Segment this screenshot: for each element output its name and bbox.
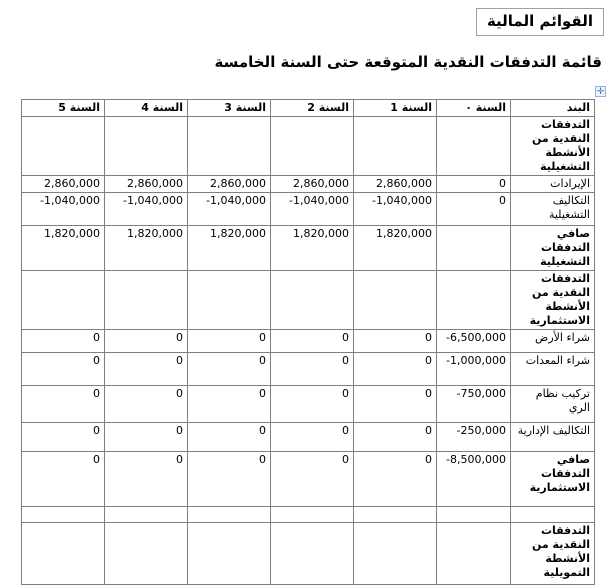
value-cell: 0 xyxy=(105,386,188,423)
value-cell xyxy=(22,271,105,330)
value-cell: 2,860,000 xyxy=(22,176,105,193)
row-label-cell: صافي التدفقات التشغيلية xyxy=(511,226,595,271)
document-title: القوائم المالية xyxy=(486,12,593,30)
value-cell: 0 xyxy=(105,423,188,452)
value-cell xyxy=(354,523,437,585)
document-title-box xyxy=(476,8,604,36)
value-cell xyxy=(437,507,511,523)
table-row xyxy=(22,330,595,353)
value-cell xyxy=(188,117,271,176)
value-cell xyxy=(188,523,271,585)
table-move-handle-icon[interactable]: ✛ xyxy=(596,87,605,97)
value-cell: 2,860,000 xyxy=(188,176,271,193)
value-cell: 1,820,000 xyxy=(271,226,354,271)
value-cell xyxy=(22,117,105,176)
value-cell: 0 xyxy=(271,386,354,423)
value-cell: 0 xyxy=(354,330,437,353)
value-cell xyxy=(354,271,437,330)
value-cell: 2,860,000 xyxy=(354,176,437,193)
col-header-year5: السنة 5 xyxy=(22,100,105,117)
value-cell xyxy=(271,507,354,523)
value-cell: 1,820,000 xyxy=(354,226,437,271)
value-cell: 1,820,000 xyxy=(105,226,188,271)
value-cell: 0 xyxy=(271,452,354,507)
col-header-item: البند xyxy=(511,100,595,117)
row-label-cell: التدفقات النقدية من الأنشطة التشغيلية xyxy=(511,117,595,176)
value-cell xyxy=(271,117,354,176)
value-cell: -6,500,000 xyxy=(437,330,511,353)
value-cell xyxy=(188,271,271,330)
value-cell xyxy=(105,271,188,330)
table-row xyxy=(22,452,595,507)
value-cell: 0 xyxy=(22,330,105,353)
value-cell: 0 xyxy=(22,386,105,423)
value-cell xyxy=(105,523,188,585)
value-cell: 0 xyxy=(354,423,437,452)
value-cell xyxy=(437,271,511,330)
row-label-cell: الإيرادات xyxy=(511,176,595,193)
col-header-year2: السنة 2 xyxy=(271,100,354,117)
value-cell: -1,040,000 xyxy=(188,193,271,226)
value-cell: 0 xyxy=(271,330,354,353)
value-cell: 1,820,000 xyxy=(188,226,271,271)
value-cell: 0 xyxy=(271,353,354,386)
value-cell: -250,000 xyxy=(437,423,511,452)
value-cell: -1,000,000 xyxy=(437,353,511,386)
value-cell xyxy=(105,117,188,176)
value-cell: 2,860,000 xyxy=(105,176,188,193)
value-cell: -1,040,000 xyxy=(271,193,354,226)
value-cell xyxy=(22,507,105,523)
cashflow-table xyxy=(21,99,595,585)
table-row xyxy=(22,507,595,523)
value-cell: 0 xyxy=(105,452,188,507)
value-cell: 1,820,000 xyxy=(22,226,105,271)
cashflow-table-area xyxy=(21,87,605,585)
row-label-cell: تركيب نظام الري xyxy=(511,386,595,423)
value-cell: 0 xyxy=(271,423,354,452)
row-label-cell: التكاليف الإدارية xyxy=(511,423,595,452)
value-cell: 0 xyxy=(22,452,105,507)
row-label-cell: التدفقات النقدية من الأنشطة الاستثمارية xyxy=(511,271,595,330)
value-cell xyxy=(437,117,511,176)
value-cell: 0 xyxy=(437,193,511,226)
value-cell: 0 xyxy=(354,452,437,507)
value-cell: 0 xyxy=(188,353,271,386)
document-subtitle: قائمة التدفقات النقدية المتوقعة حتى السنة الخامسة xyxy=(214,53,602,71)
value-cell xyxy=(188,507,271,523)
table-row xyxy=(22,193,595,226)
table-row xyxy=(22,423,595,452)
row-label-cell: التكاليف التشغيلية xyxy=(511,193,595,226)
table-header-row xyxy=(22,100,595,117)
table-row xyxy=(22,176,595,193)
value-cell: -8,500,000 xyxy=(437,452,511,507)
table-body xyxy=(22,117,595,585)
row-label-cell: صافي التدفقات الاستثمارية xyxy=(511,452,595,507)
value-cell: 0 xyxy=(22,423,105,452)
col-header-year1: السنة 1 xyxy=(354,100,437,117)
value-cell: -1,040,000 xyxy=(22,193,105,226)
col-header-year0: السنة ٠ xyxy=(437,100,511,117)
value-cell: -1,040,000 xyxy=(354,193,437,226)
value-cell: 0 xyxy=(105,330,188,353)
value-cell: 0 xyxy=(188,452,271,507)
row-label-cell: شراء الأرض xyxy=(511,330,595,353)
row-label-cell: التدفقات النقدية من الأنشطة التمويلية xyxy=(511,523,595,585)
row-label-cell: شراء المعدات xyxy=(511,353,595,386)
table-row xyxy=(22,353,595,386)
table-row xyxy=(22,523,595,585)
value-cell: 0 xyxy=(188,330,271,353)
value-cell xyxy=(354,117,437,176)
value-cell: 0 xyxy=(354,353,437,386)
value-cell xyxy=(354,507,437,523)
value-cell: 0 xyxy=(354,386,437,423)
value-cell xyxy=(437,523,511,585)
value-cell xyxy=(271,523,354,585)
table-row xyxy=(22,271,595,330)
table-row xyxy=(22,386,595,423)
col-header-year3: السنة 3 xyxy=(188,100,271,117)
value-cell: 0 xyxy=(188,386,271,423)
value-cell: 0 xyxy=(437,176,511,193)
table-row xyxy=(22,226,595,271)
table-row xyxy=(22,117,595,176)
value-cell: 0 xyxy=(188,423,271,452)
value-cell: 0 xyxy=(105,353,188,386)
col-header-year4: السنة 4 xyxy=(105,100,188,117)
value-cell xyxy=(437,226,511,271)
value-cell: -1,040,000 xyxy=(105,193,188,226)
value-cell: -750,000 xyxy=(437,386,511,423)
value-cell: 0 xyxy=(22,353,105,386)
row-label-cell xyxy=(511,507,595,523)
value-cell: 2,860,000 xyxy=(271,176,354,193)
value-cell xyxy=(105,507,188,523)
value-cell xyxy=(22,523,105,585)
value-cell xyxy=(271,271,354,330)
